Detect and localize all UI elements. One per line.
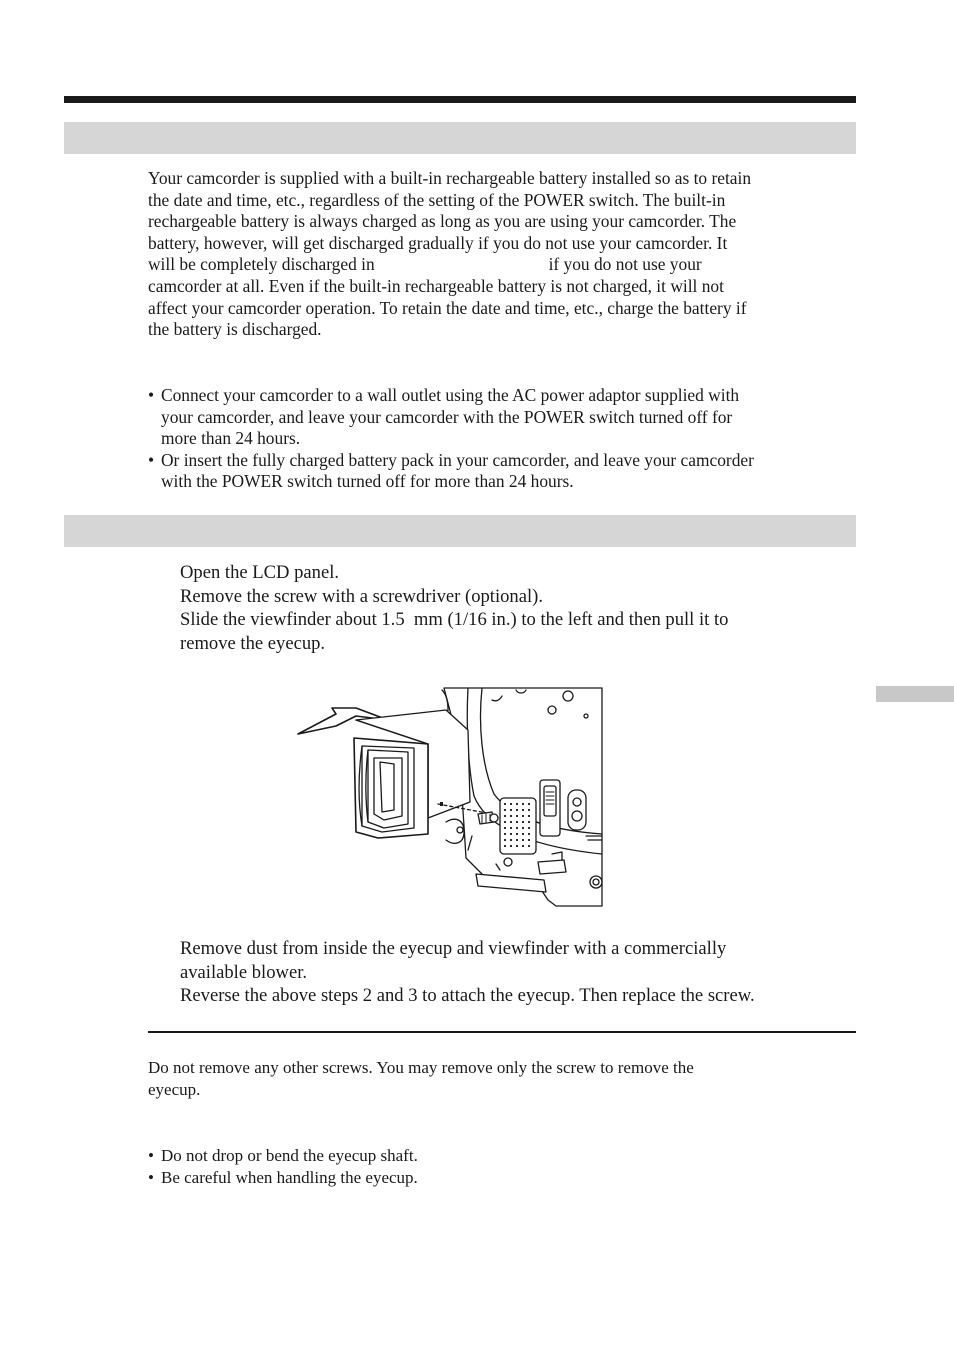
steps-list-b bbox=[180, 937, 860, 1008]
note-bullets bbox=[148, 1145, 858, 1189]
text-line: Remove dust from inside the eyecup and viewfinder with a commercially bbox=[180, 938, 727, 959]
text-line: will be completely discharged in if you do not use your bbox=[148, 254, 702, 275]
bullet-item bbox=[148, 1145, 858, 1167]
battery-paragraph bbox=[148, 168, 854, 341]
text-line: camcorder at all. Even if the built-in rechargeable battery is not charged, it will not bbox=[148, 275, 724, 296]
text-line: Connect your camcorder to a wall outlet using the AC power adaptor supplied with bbox=[161, 385, 740, 405]
text-line: rechargeable battery is always charged as long as you are using your camcorder. The bbox=[148, 211, 737, 232]
bullet-dot: • bbox=[148, 1168, 154, 1187]
text-line: affect your camcorder operation. To retain the date and time, etc., charge the battery if bbox=[148, 297, 747, 318]
bullet-dot: • bbox=[148, 1146, 154, 1165]
bullet-dot: • bbox=[148, 449, 155, 470]
text-line: available blower. bbox=[180, 961, 308, 983]
step-item bbox=[180, 937, 860, 984]
text-line: with the POWER switch turned off for more than 24 hours. bbox=[161, 471, 574, 492]
text-line: Open the LCD panel. bbox=[180, 562, 340, 583]
bullet-item bbox=[148, 385, 858, 450]
text-line: Do not drop or bend the eyecup shaft. bbox=[161, 1146, 418, 1165]
text-line: remove the eyecup. bbox=[180, 632, 326, 654]
text-line: Your camcorder is supplied with a built-in rechargeable battery installed so as to retain bbox=[148, 168, 752, 188]
text-line: Or insert the fully charged battery pack in your camcorder, and leave your camcorder bbox=[161, 449, 754, 470]
step-item bbox=[180, 984, 860, 1008]
text-line: the battery is discharged. bbox=[148, 319, 322, 340]
step-item bbox=[180, 585, 860, 609]
text-line: Be careful when handling the eyecup. bbox=[161, 1168, 418, 1187]
steps-list-a bbox=[180, 561, 860, 655]
note-divider bbox=[148, 1031, 856, 1033]
text-line: battery, however, will get discharged gradually if you do not use your camcorder. It bbox=[148, 232, 728, 253]
bullet-item bbox=[148, 450, 858, 493]
step-item bbox=[180, 608, 860, 655]
bullet-item bbox=[148, 1167, 858, 1189]
text-line: Slide the viewfinder about 1.5 mm (1/16 in.) to the left and then pull it to bbox=[180, 609, 729, 631]
step-item bbox=[180, 561, 860, 585]
top-rule bbox=[64, 96, 856, 103]
side-index-tab bbox=[876, 686, 954, 702]
text-line: eyecup. bbox=[148, 1080, 201, 1099]
text-line: the date and time, etc., regardless of the setting of the POWER switch. The built-in bbox=[148, 189, 726, 210]
text-line: your camcorder, and leave your camcorder with the POWER switch turned off for bbox=[161, 406, 733, 427]
text-line: Remove the screw with a screwdriver (optional). bbox=[180, 585, 543, 607]
section-header-bar bbox=[64, 515, 856, 547]
eyecup-removal-illustration bbox=[296, 686, 604, 908]
text-line: Reverse the above steps 2 and 3 to attach the eyecup. Then replace the screw. bbox=[180, 985, 755, 1007]
text-line: Do not remove any other screws. You may remove only the screw to remove the bbox=[148, 1058, 694, 1077]
text-line: more than 24 hours. bbox=[161, 428, 301, 449]
charging-bullets bbox=[148, 385, 858, 493]
note-paragraph bbox=[148, 1057, 854, 1101]
bullet-dot: • bbox=[148, 385, 155, 405]
section-header-bar bbox=[64, 122, 856, 154]
